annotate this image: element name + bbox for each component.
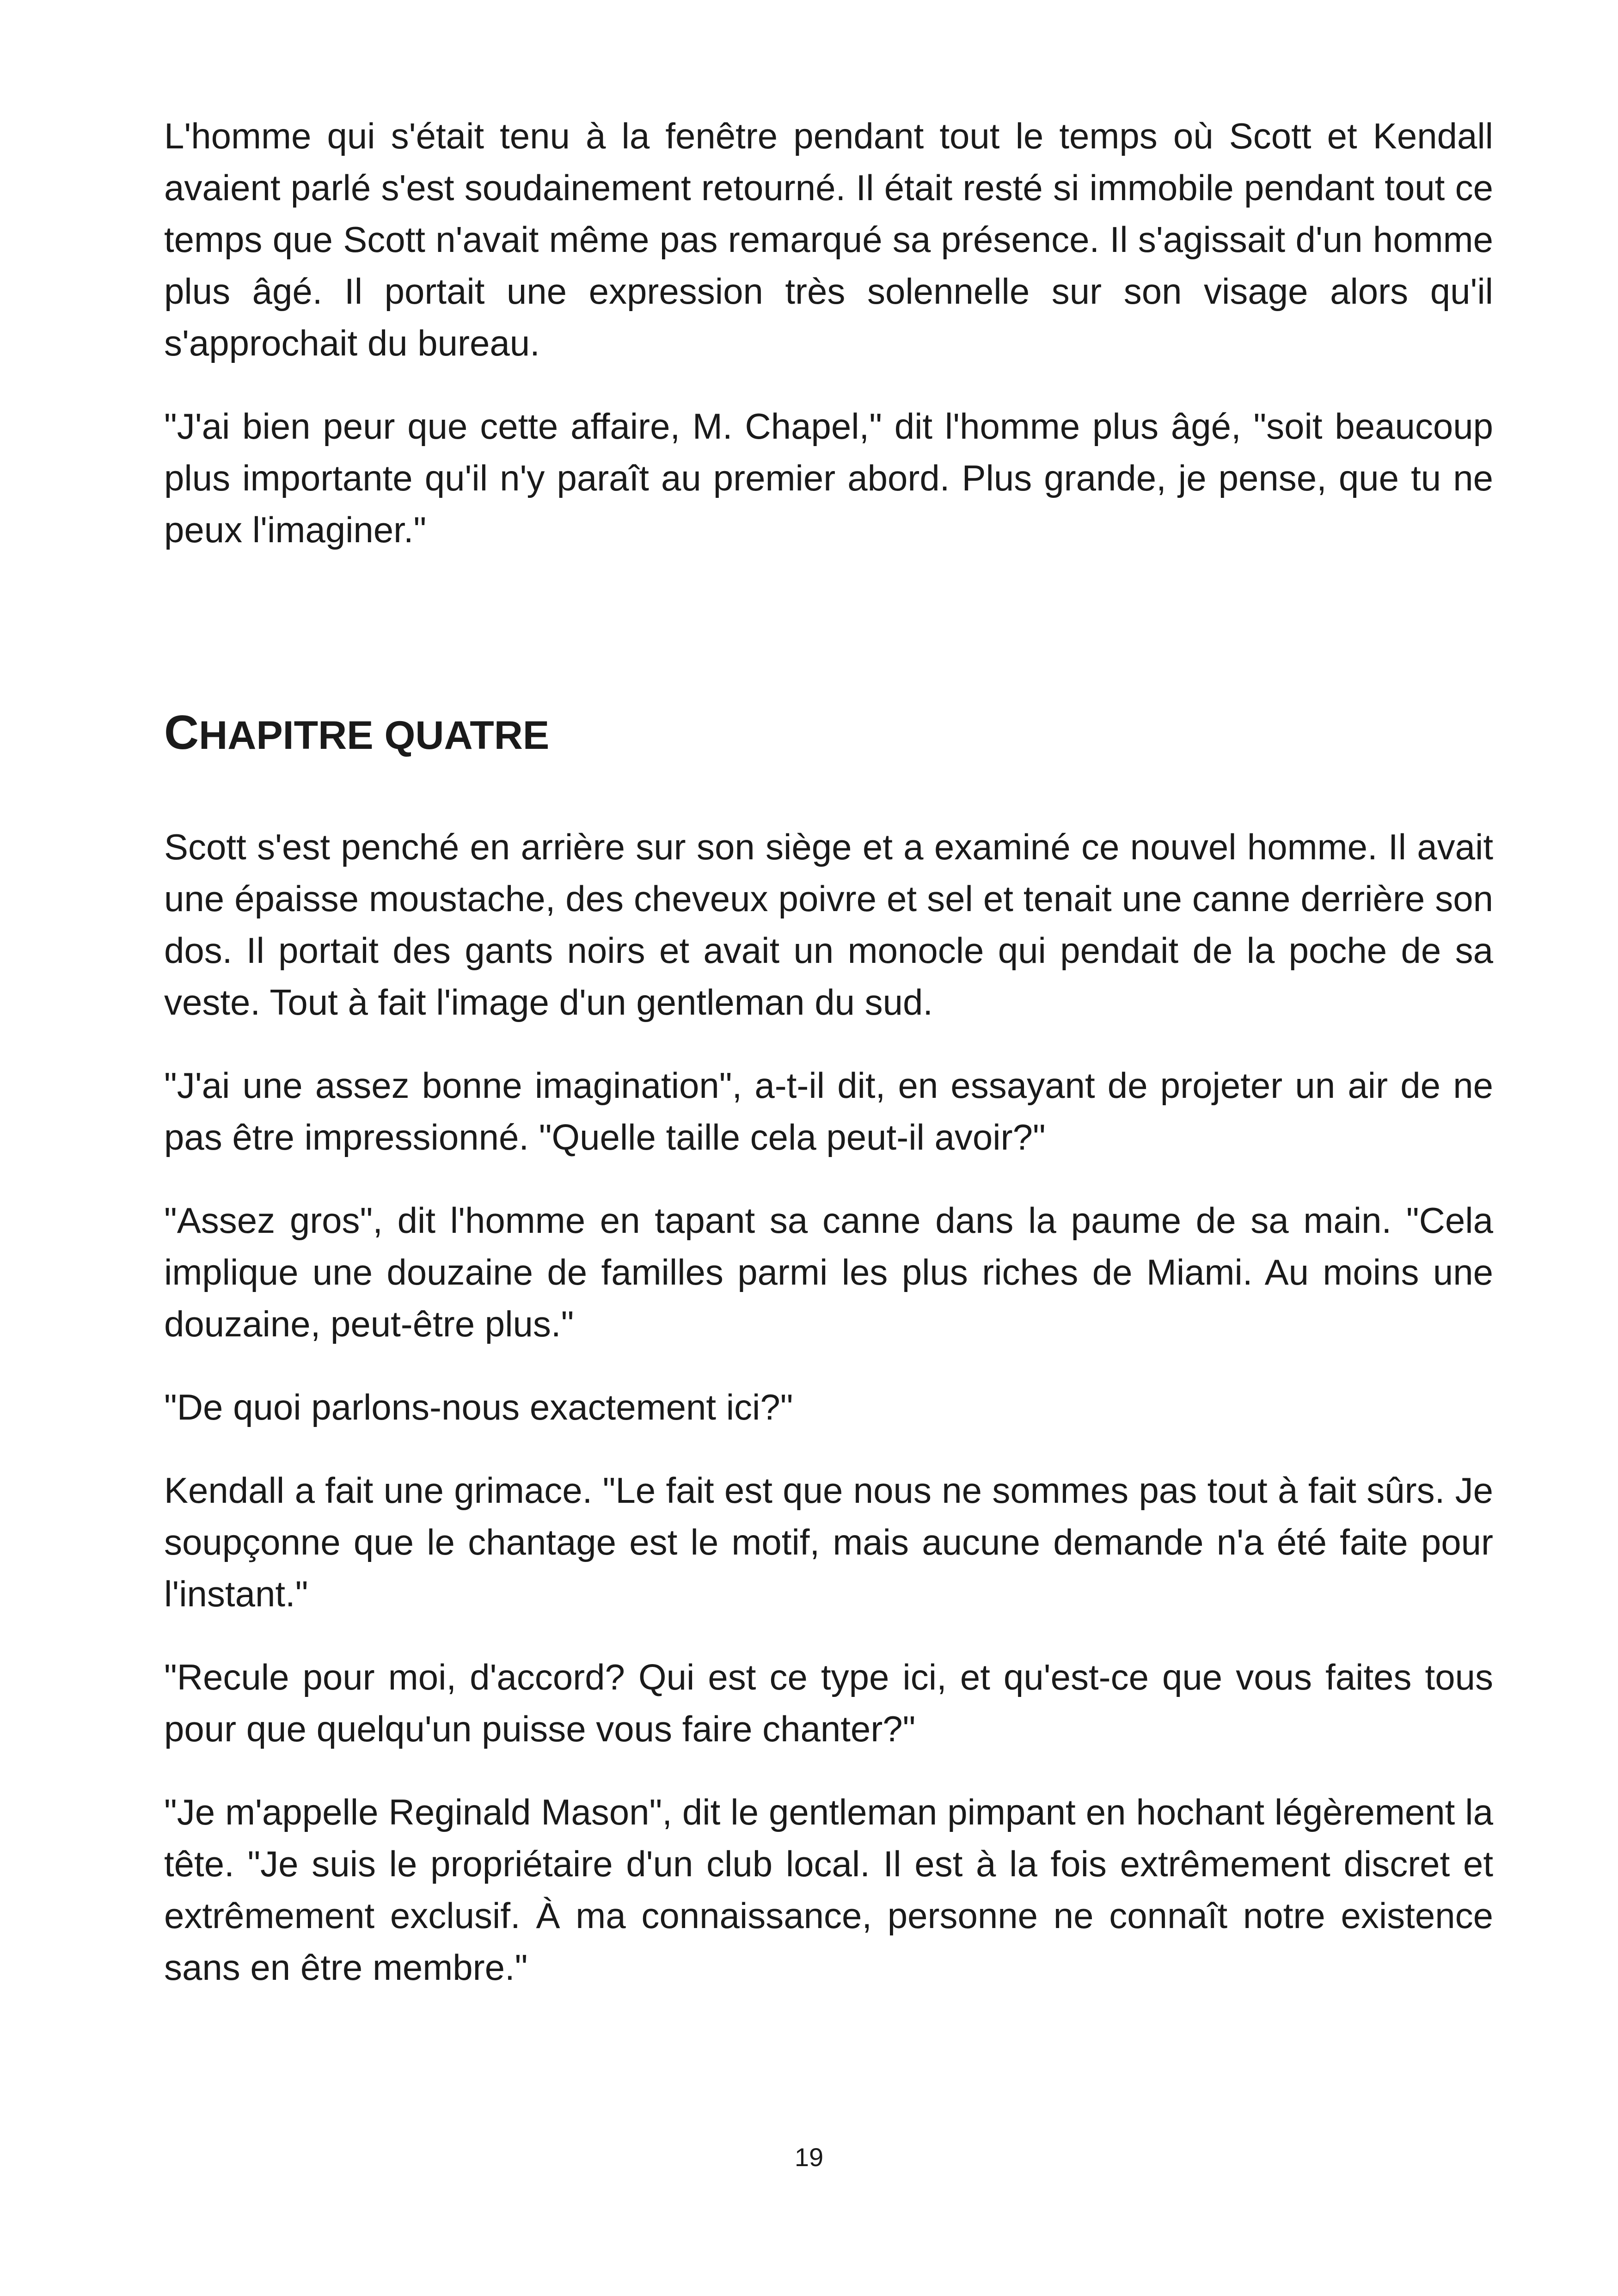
- paragraph: L'homme qui s'était tenu à la fenêtre pendant tout le temps où Scott et Kendall avaient parlé s'est soudainement retourné. Il était resté si immobile pendant tout ce temps que Scott n'avait même pas remarqué sa présence. Il s'agissait d'un homme plus âgé. Il portait une expression très solennelle sur son visage alors qu'il s'approchait du bureau.: [164, 116, 1493, 363]
- paragraph: "Je m'appelle Reginald Mason", dit le gentleman pimpant en hochant légèrement la tête. "Je suis le propriétaire d'un club local. Il est à la fois extrêmement discret et extrêmement exclusif. À ma connaissance, personne ne connaît notre existence sans en être membre.": [164, 1792, 1493, 1988]
- page-body: [164, 110, 1493, 2025]
- chapter-heading: [164, 705, 1493, 763]
- paragraph: "Assez gros", dit l'homme en tapant sa canne dans la paume de sa main. "Cela implique une douzaine de familles parmi les plus riches de Miami. Au moins une douzaine, peut-être plus.": [164, 1200, 1493, 1344]
- paragraph: "J'ai bien peur que cette affaire, M. Chapel," dit l'homme plus âgé, "soit beaucoup plus importante qu'il n'y paraît au premier abord. Plus grande, je pense, que tu ne peux l'imaginer.": [164, 406, 1493, 550]
- chapter-heading-initial: C: [164, 706, 199, 759]
- paragraph: "De quoi parlons-nous exactement ici?": [164, 1387, 793, 1427]
- page-number: 19: [794, 2143, 824, 2172]
- chapter-heading-rest: HAPITRE QUATRE: [199, 713, 550, 758]
- paragraph: Scott s'est penché en arrière sur son siège et a examiné ce nouvel homme. Il avait une épaisse moustache, des cheveux poivre et sel et tenait une canne derrière son dos. Il portait des gants noirs et avait un monocle qui pendait de la poche de sa veste. Tout à fait l'image d'un gentleman du sud.: [164, 827, 1493, 1022]
- section-spacer: [164, 587, 1493, 705]
- paragraph: Kendall a fait une grimace. "Le fait est que nous ne sommes pas tout à fait sûrs. Je soupçonne que le chantage est le motif, mais aucune demande n'a été faite pour l'instant.": [164, 1470, 1493, 1614]
- paragraph: "Recule pour moi, d'accord? Qui est ce type ici, et qu'est-ce que vous faites tous pour que quelqu'un puisse vous faire chanter?": [164, 1657, 1493, 1749]
- paragraph: "J'ai une assez bonne imagination", a-t-il dit, en essayant de projeter un air de ne pas être impressionné. "Quelle taille cela peut-il avoir?": [164, 1065, 1493, 1157]
